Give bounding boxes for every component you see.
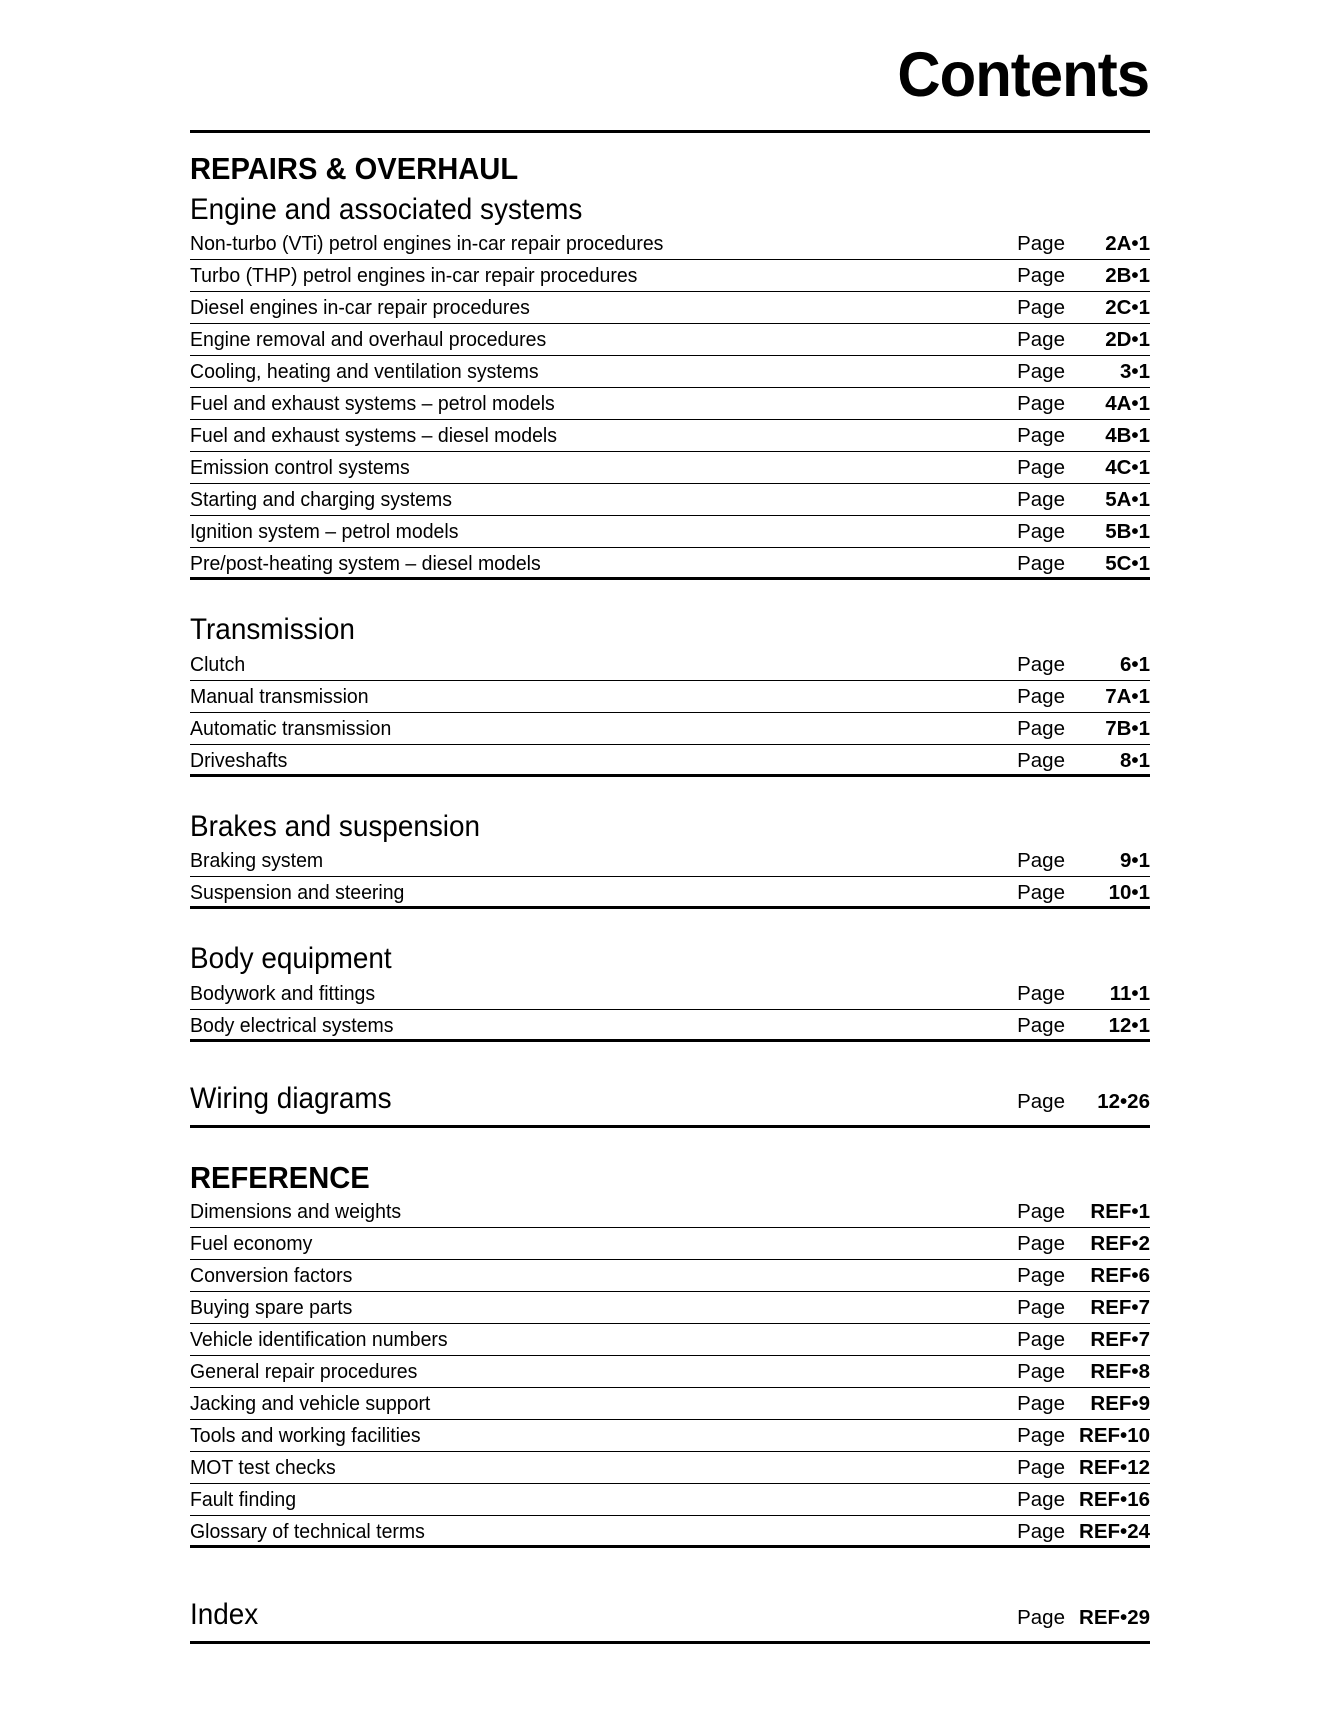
toc-row[interactable] [190, 420, 1150, 452]
page-label: Page [1017, 981, 1065, 1005]
entry-title: Starting and charging systems [190, 488, 452, 512]
page-reference: REF•8 [1090, 1359, 1150, 1383]
toc-row[interactable] [190, 548, 1150, 580]
entry-title: Glossary of technical terms [190, 1519, 425, 1543]
entry-title: Automatic transmission [190, 716, 392, 740]
toc-row[interactable] [190, 260, 1150, 292]
page-reference: 2A•1 [1105, 232, 1150, 256]
entry-title: Bodywork and fittings [190, 981, 376, 1005]
page-reference: 3•1 [1120, 360, 1150, 384]
toc-row[interactable] [190, 1324, 1150, 1356]
toc-row[interactable] [190, 388, 1150, 420]
group-heading-transmission: Transmission [190, 613, 355, 647]
entry-title: Emission control systems [190, 456, 410, 480]
page-label: Page [1017, 296, 1065, 320]
page-reference: REF•12 [1079, 1455, 1150, 1479]
page-reference: 9•1 [1120, 849, 1150, 873]
page-reference: 4A•1 [1105, 392, 1150, 416]
page-reference: 5B•1 [1105, 520, 1150, 544]
toc-row[interactable] [190, 1292, 1150, 1324]
entry-title: Clutch [190, 652, 246, 676]
page-label: Page [1017, 1199, 1065, 1223]
page-reference: 6•1 [1120, 652, 1150, 676]
page-label: Page [1017, 1231, 1065, 1255]
toc-row[interactable] [190, 324, 1150, 356]
toc-row[interactable] [190, 1452, 1150, 1484]
page-label: Page [1017, 1391, 1065, 1415]
entry-title: MOT test checks [190, 1455, 336, 1479]
entry-title: Ignition system – petrol models [190, 520, 459, 544]
entry-title: Conversion factors [190, 1263, 353, 1287]
content-column [190, 0, 1150, 1644]
toc-row[interactable] [190, 452, 1150, 484]
page-reference: 10•1 [1108, 881, 1150, 905]
page-label: Page [1017, 232, 1065, 256]
page-reference: REF•2 [1090, 1231, 1150, 1255]
page-reference: REF•1 [1090, 1199, 1150, 1223]
toc-row[interactable] [190, 356, 1150, 388]
entry-title: Fuel and exhaust systems – diesel models [190, 424, 557, 448]
page-label: Page [1017, 360, 1065, 384]
entry-list-transmission [190, 649, 1150, 777]
toc-row-index[interactable] [190, 1592, 1150, 1644]
page-reference: 2C•1 [1105, 296, 1150, 320]
toc-row-wiring-diagrams[interactable] [190, 1076, 1150, 1128]
entry-title: Engine removal and overhaul procedures [190, 328, 547, 352]
page-reference: 5C•1 [1105, 552, 1150, 576]
toc-row[interactable] [190, 228, 1150, 260]
page-label: Page [1017, 552, 1065, 576]
entry-title: Vehicle identification numbers [190, 1327, 448, 1351]
page-label: Page [1017, 392, 1065, 416]
page-reference: 2D•1 [1105, 328, 1150, 352]
page-label: Page [1017, 684, 1065, 708]
toc-row[interactable] [190, 713, 1150, 745]
page-label: Page [1017, 328, 1065, 352]
toc-row[interactable] [190, 1516, 1150, 1548]
entry-title: Pre/post-heating system – diesel models [190, 552, 541, 576]
page-reference: 12•1 [1108, 1013, 1150, 1037]
toc-row[interactable] [190, 845, 1150, 877]
entry-title: Suspension and steering [190, 881, 405, 905]
entry-list-brakes [190, 845, 1150, 909]
page-reference: REF•7 [1090, 1327, 1150, 1351]
page-label: Page [1017, 520, 1065, 544]
title-divider [190, 130, 1150, 133]
toc-row[interactable] [190, 1484, 1150, 1516]
page-reference: REF•10 [1079, 1423, 1150, 1447]
page-reference: REF•6 [1090, 1263, 1150, 1287]
toc-row[interactable] [190, 1420, 1150, 1452]
page-label: Page [1017, 748, 1065, 772]
toc-row[interactable] [190, 1196, 1150, 1228]
page-label: Page [1017, 1089, 1065, 1113]
entry-title: Jacking and vehicle support [190, 1391, 431, 1415]
entry-title: Fuel and exhaust systems – petrol models [190, 392, 555, 416]
page-reference: REF•9 [1090, 1391, 1150, 1415]
page-label: Page [1017, 1423, 1065, 1447]
page-label: Page [1017, 424, 1065, 448]
toc-row[interactable] [190, 1260, 1150, 1292]
page-reference: REF•24 [1079, 1519, 1150, 1543]
page-reference: 5A•1 [1105, 488, 1150, 512]
page-label: Page [1017, 1487, 1065, 1511]
group-heading-brakes: Brakes and suspension [190, 809, 481, 843]
section-heading-repairs: REPAIRS & OVERHAUL [190, 151, 519, 186]
page-label: Page [1017, 1295, 1065, 1319]
toc-row[interactable] [190, 1010, 1150, 1042]
entry-list-reference [190, 1196, 1150, 1548]
page-label: Page [1017, 456, 1065, 480]
entry-title: Tools and working facilities [190, 1423, 421, 1447]
entry-title: Diesel engines in-car repair procedures [190, 296, 530, 320]
toc-row[interactable] [190, 484, 1150, 516]
page-label: Page [1017, 1263, 1065, 1287]
entry-title: Fault finding [190, 1487, 297, 1511]
page-reference: 7B•1 [1105, 716, 1150, 740]
page-label: Page [1017, 1013, 1065, 1037]
entry-title: Turbo (THP) petrol engines in-car repair procedures [190, 264, 638, 288]
page-reference: 12•26 [1097, 1089, 1150, 1113]
page-reference: REF•29 [1079, 1605, 1150, 1629]
toc-row[interactable] [190, 516, 1150, 548]
page-label: Page [1017, 881, 1065, 905]
page-reference: 7A•1 [1105, 684, 1150, 708]
toc-row[interactable] [190, 1388, 1150, 1420]
page-reference: REF•16 [1079, 1487, 1150, 1511]
toc-row[interactable] [190, 877, 1150, 909]
page-label: Page [1017, 264, 1065, 288]
toc-row[interactable] [190, 1356, 1150, 1388]
entry-title: Body electrical systems [190, 1013, 394, 1037]
entry-title: Fuel economy [190, 1231, 313, 1255]
section-heading-reference: REFERENCE [190, 1159, 370, 1195]
toc-row[interactable] [190, 745, 1150, 777]
entry-title: General repair procedures [190, 1359, 418, 1383]
entry-title: Non-turbo (VTi) petrol engines in-car repair procedures [190, 232, 664, 256]
group-heading-engine: Engine and associated systems [190, 193, 583, 226]
page-reference: 2B•1 [1105, 264, 1150, 288]
page-label: Page [1017, 488, 1065, 512]
page-reference: 11•1 [1109, 981, 1150, 1005]
page-label: Page [1017, 652, 1065, 676]
page-label: Page [1017, 849, 1065, 873]
entry-title: Cooling, heating and ventilation systems [190, 360, 539, 384]
entry-title: Buying spare parts [190, 1295, 353, 1319]
entry-list-engine [190, 228, 1150, 580]
entry-title: Driveshafts [190, 748, 288, 772]
page-label: Page [1017, 1605, 1065, 1629]
toc-row[interactable] [190, 649, 1150, 681]
toc-row[interactable] [190, 292, 1150, 324]
entry-title: Manual transmission [190, 684, 369, 708]
entry-title: Wiring diagrams [190, 1081, 392, 1115]
group-heading-body: Body equipment [190, 942, 392, 976]
entry-title: Dimensions and weights [190, 1199, 402, 1223]
page-label: Page [1017, 716, 1065, 740]
toc-row[interactable] [190, 681, 1150, 713]
entry-title: Braking system [190, 849, 324, 873]
entry-title: Index [190, 1597, 259, 1631]
page-label: Page [1017, 1327, 1065, 1351]
entry-list-body [190, 978, 1150, 1042]
page-reference: 4B•1 [1105, 424, 1150, 448]
page-label: Page [1017, 1359, 1065, 1383]
page-reference: REF•7 [1090, 1295, 1150, 1319]
page-label: Page [1017, 1455, 1065, 1479]
toc-row[interactable] [190, 978, 1150, 1010]
toc-row[interactable] [190, 1228, 1150, 1260]
page-reference: 8•1 [1120, 748, 1150, 772]
page-reference: 4C•1 [1105, 456, 1150, 480]
page-label: Page [1017, 1519, 1065, 1543]
page-title: Contents [897, 40, 1150, 110]
